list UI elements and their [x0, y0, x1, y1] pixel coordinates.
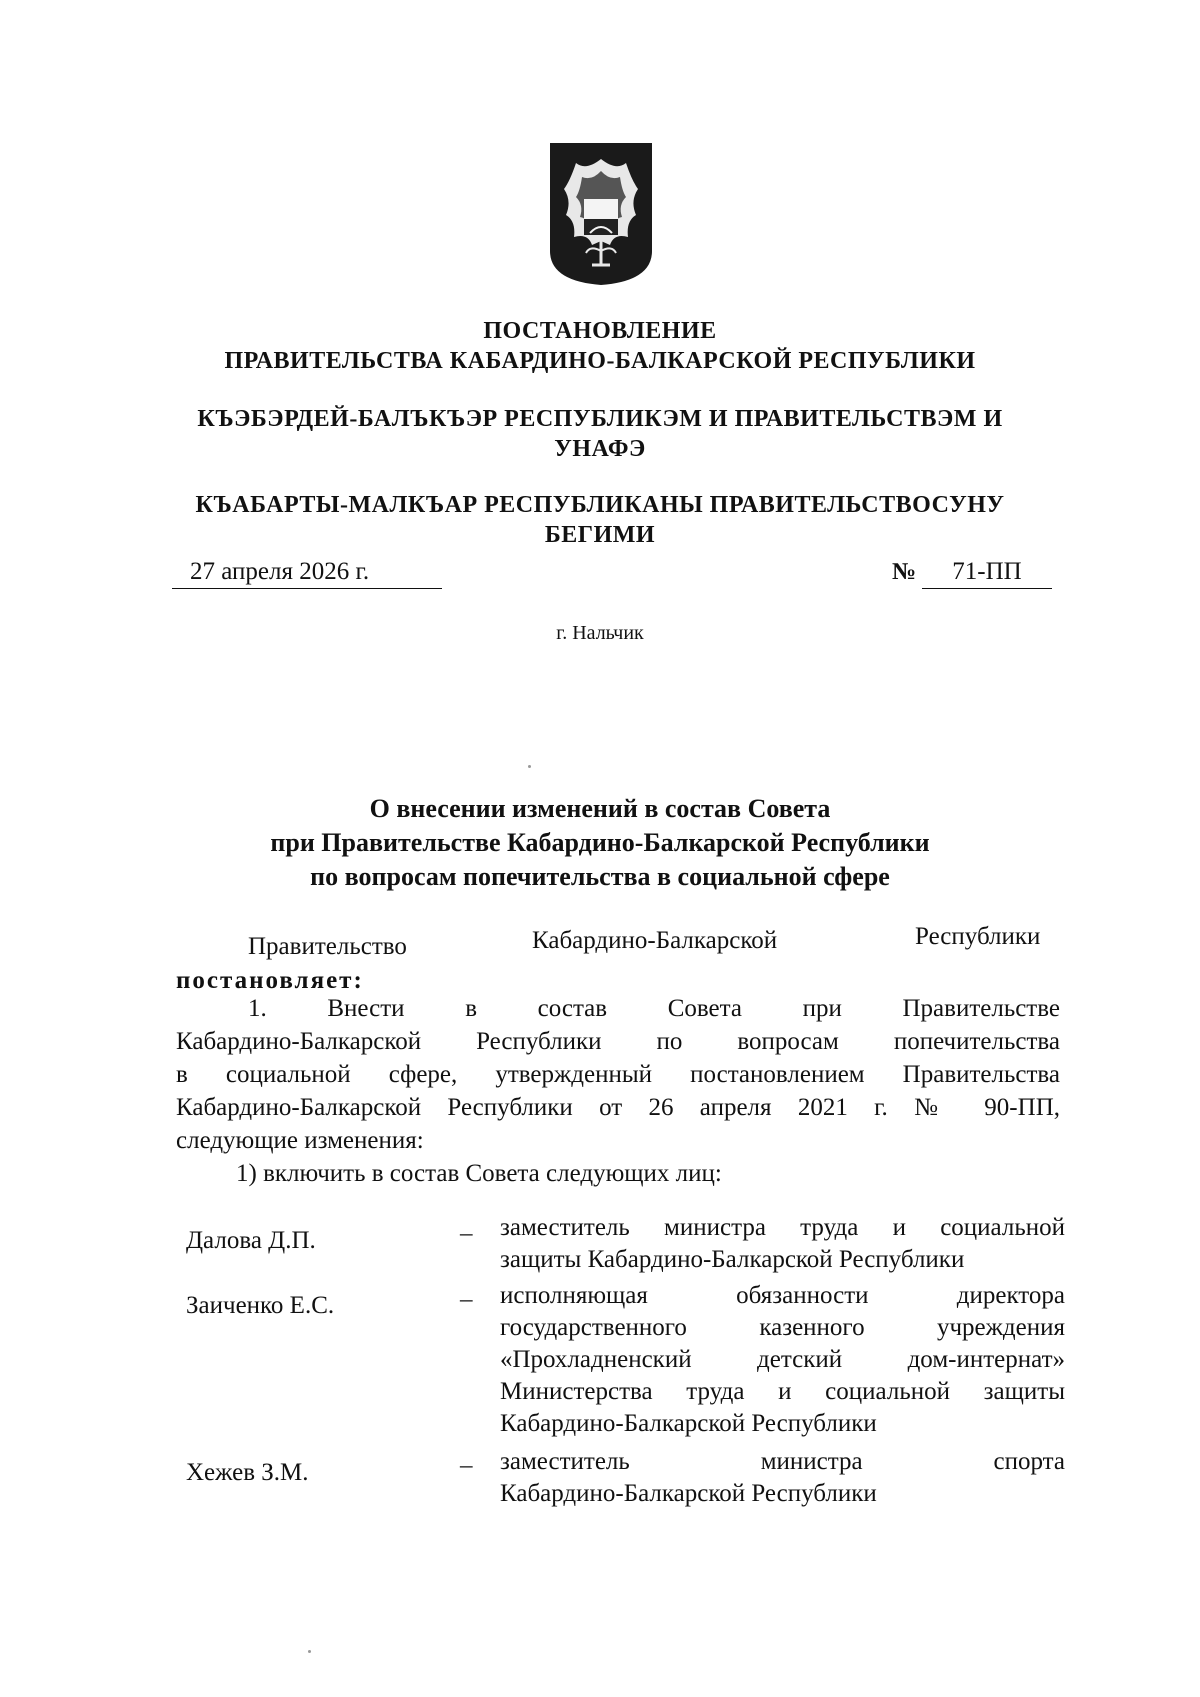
preamble-word: Кабардино-Балкарской — [532, 927, 778, 954]
coat-of-arms-icon — [546, 141, 656, 287]
position-line: Кабардино-Балкарской Республики — [500, 1480, 877, 1507]
member-name: Хежев З.М. — [186, 1459, 309, 1486]
subject-line: при Правительстве Кабардино-Балкарской Республики — [270, 828, 930, 857]
item-line: Кабардино-Балкарской Республики от 26 апреля 2021 г. № 90-ПП, — [176, 1094, 1060, 1121]
position-line: Кабардино-Балкарской Республики — [500, 1410, 877, 1437]
position-line: заместитель министра труда и социальной — [500, 1214, 1065, 1241]
issuer-title: ПРАВИТЕЛЬСТВА КАБАРДИНО-БАЛКАРСКОЙ РЕСПУБЛИКИ — [224, 348, 976, 374]
issuer-title-kabardian-cont: УНАФЭ — [554, 436, 646, 462]
city: г. Нальчик — [556, 622, 644, 644]
member-position — [500, 1280, 1065, 1440]
position-line: заместитель министра спорта — [500, 1448, 1065, 1475]
item-line: 1. Внести в состав Совета при Правительстве — [248, 995, 1060, 1022]
member-position — [500, 1212, 1065, 1276]
position-line: исполняющая обязанности директора — [500, 1282, 1065, 1309]
item-line: в социальной сфере, утвержденный постановлением Правительства — [176, 1061, 1060, 1088]
item-line: Кабардино-Балкарской Республики по вопросам попечительства — [176, 1028, 1060, 1055]
item-1 — [176, 992, 1060, 1190]
preamble-word: Республики — [915, 923, 1041, 950]
sub-item-1: 1) включить в состав Совета следующих лиц: — [236, 1160, 722, 1187]
position-line: государственного казенного учреждения — [500, 1314, 1065, 1341]
doc-type-title: ПОСТАНОВЛЕНИЕ — [483, 318, 717, 344]
member-position — [500, 1446, 1065, 1510]
issuer-title-kabardian: КЪЭБЭРДЕЙ-БАЛЪКЪЭР РЕСПУБЛИКЭМ И ПРАВИТЕЛЬСТВЭМ И — [197, 406, 1003, 432]
item-line: следующие изменения: — [176, 1127, 424, 1154]
member-name: Заиченко Е.С. — [186, 1292, 335, 1319]
position-line: Министерства труда и социальной защиты — [500, 1378, 1065, 1405]
document-date: 27 апреля 2026 г. — [172, 556, 442, 589]
preamble-word: Правительство — [248, 933, 407, 960]
document-subject — [0, 792, 1200, 894]
document-number: 71-ПП — [922, 556, 1052, 589]
position-line: «Прохладненский детский дом-интернат» — [500, 1346, 1065, 1373]
number-label: № — [892, 559, 917, 585]
scan-speck — [528, 765, 531, 768]
subject-line: по вопросам попечительства в социальной сфере — [310, 862, 890, 891]
scan-speck — [308, 1650, 311, 1653]
member-dash: – — [460, 1220, 473, 1247]
member-dash: – — [460, 1286, 473, 1313]
member-name: Далова Д.П. — [186, 1227, 316, 1254]
position-line: защиты Кабардино-Балкарской Республики — [500, 1246, 965, 1273]
member-dash: – — [460, 1452, 473, 1479]
issuer-title-balkar-cont: БЕГИМИ — [544, 522, 656, 548]
decree-word: постановляет: — [176, 967, 364, 994]
issuer-title-balkar: КЪАБАРТЫ-МАЛКЪАР РЕСПУБЛИКАНЫ ПРАВИТЕЛЬСТВОСУНУ — [195, 492, 1005, 518]
subject-line: О внесении изменений в состав Совета — [369, 794, 831, 823]
